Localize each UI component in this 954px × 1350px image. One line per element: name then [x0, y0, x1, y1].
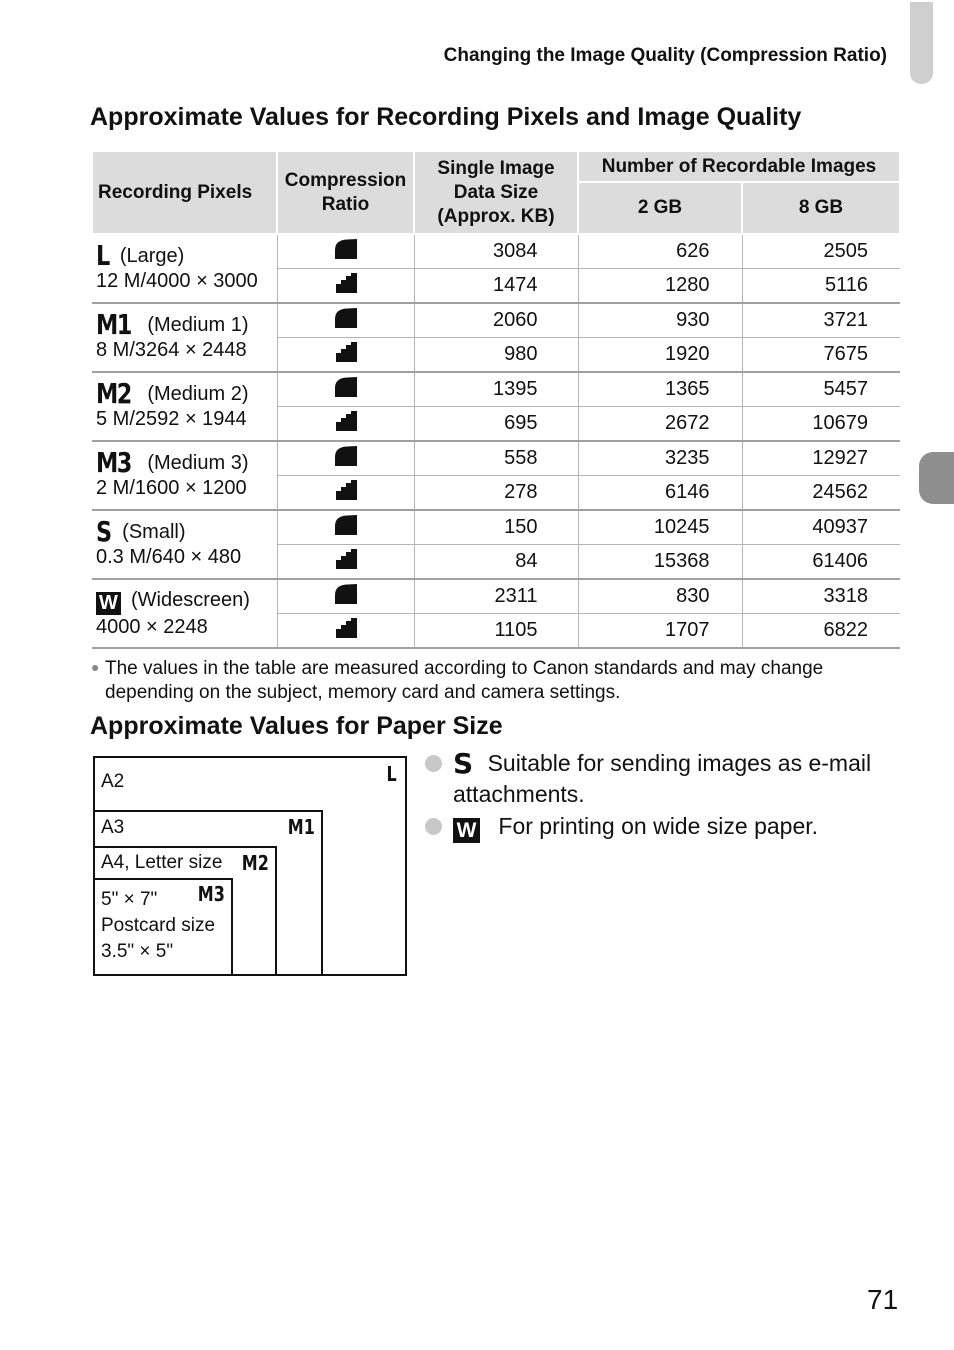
recording-pixels-cell: W (Widescreen) 4000 × 2248 [92, 579, 277, 648]
compression-cell [277, 372, 414, 407]
running-head: Changing the Image Quality (Compression Ratio) [443, 45, 887, 66]
count-8gb-cell: 12927 [742, 441, 900, 476]
compression-normal-icon [334, 410, 358, 432]
count-2gb-cell: 1920 [578, 338, 742, 373]
compression-fine-icon [333, 514, 359, 536]
paper-notes [425, 748, 905, 844]
count-2gb-cell: 1280 [578, 269, 742, 304]
compression-normal-icon [334, 272, 358, 294]
recording-pixels-cell: M3 (Medium 3) 2 M/1600 × 1200 [92, 441, 277, 510]
header-recording-pixels: Recording Pixels [92, 151, 277, 234]
count-8gb-cell: 6822 [742, 614, 900, 649]
compression-fine-icon [333, 238, 359, 260]
section-title-recording: Approximate Values for Recording Pixels and Image Quality [90, 103, 802, 131]
count-2gb-cell: 3235 [578, 441, 742, 476]
compression-fine-icon [333, 445, 359, 467]
count-2gb-cell: 830 [578, 579, 742, 614]
header-single-image-size: Single Image Data Size (Approx. KB) [414, 151, 578, 234]
table-row [92, 303, 900, 338]
count-8gb-cell: 40937 [742, 510, 900, 545]
compression-cell [277, 303, 414, 338]
recording-pixels-cell: L (Large) 12 M/4000 × 3000 [92, 234, 277, 303]
table-row [92, 234, 900, 269]
data-size-cell: 3084 [414, 234, 578, 269]
data-size-cell: 84 [414, 545, 578, 580]
mode-m2-icon: M2 [96, 376, 131, 410]
data-size-cell: 278 [414, 476, 578, 511]
widescreen-icon: W [453, 818, 480, 843]
count-2gb-cell: 10245 [578, 510, 742, 545]
chapter-tab-marker [919, 452, 954, 504]
paper-label-3x5: 3.5" × 5" [101, 941, 174, 962]
header-2gb: 2 GB [578, 182, 742, 234]
widescreen-icon: W [96, 592, 121, 615]
compression-cell [277, 476, 414, 511]
header-compression-ratio: Compression Ratio [277, 151, 414, 234]
recording-values-table [91, 150, 901, 649]
compression-normal-icon [334, 548, 358, 570]
count-2gb-cell: 15368 [578, 545, 742, 580]
paper-label-5x7: 5" × 7" [101, 889, 158, 910]
compression-normal-icon [334, 617, 358, 639]
data-size-cell: 558 [414, 441, 578, 476]
compression-fine-icon [333, 376, 359, 398]
compression-normal-icon [334, 341, 358, 363]
note-small: S Suitable for sending images as e-mail attachments. [425, 748, 905, 810]
data-size-cell: 1395 [414, 372, 578, 407]
count-8gb-cell: 10679 [742, 407, 900, 442]
page-number: 71 [867, 1284, 899, 1315]
count-8gb-cell: 3721 [742, 303, 900, 338]
data-size-cell: 980 [414, 338, 578, 373]
paper-label-postcard: Postcard size [101, 915, 216, 936]
chapter-tab-top [910, 2, 933, 84]
data-size-cell: 695 [414, 407, 578, 442]
count-8gb-cell: 24562 [742, 476, 900, 511]
table-row [92, 372, 900, 407]
table-row [92, 441, 900, 476]
compression-fine-icon [333, 307, 359, 329]
header-recordable-images: Number of Recordable Images [578, 151, 900, 182]
count-2gb-cell: 1707 [578, 614, 742, 649]
data-size-cell: 2311 [414, 579, 578, 614]
count-8gb-cell: 61406 [742, 545, 900, 580]
count-2gb-cell: 930 [578, 303, 742, 338]
compression-cell [277, 441, 414, 476]
recording-pixels-cell: M1 (Medium 1) 8 M/3264 × 2448 [92, 303, 277, 372]
compression-cell [277, 579, 414, 614]
bullet-dot-icon: ● [91, 659, 100, 675]
large-icon: L [386, 762, 397, 786]
bullet-dot-icon [425, 818, 442, 835]
data-size-cell: 2060 [414, 303, 578, 338]
medium3-icon: M3 [197, 882, 225, 906]
header-8gb: 8 GB [742, 182, 900, 234]
bullet-dot-icon [425, 755, 442, 772]
medium2-icon: M2 [241, 851, 269, 875]
paper-label-a3: A3 [101, 817, 125, 838]
section-title-paper: Approximate Values for Paper Size [90, 712, 503, 740]
compression-cell [277, 234, 414, 269]
data-size-cell: 150 [414, 510, 578, 545]
paper-label-a4: A4, Letter size [101, 852, 223, 873]
mode-m3-icon: M3 [96, 445, 131, 479]
compression-cell [277, 545, 414, 580]
count-8gb-cell: 3318 [742, 579, 900, 614]
table-row [92, 510, 900, 545]
paper-label-a2: A2 [101, 771, 125, 792]
mode-l-icon: L [96, 238, 109, 272]
compression-cell [277, 269, 414, 304]
count-8gb-cell: 5116 [742, 269, 900, 304]
medium1-icon: M1 [287, 815, 315, 839]
mode-m1-icon: M1 [96, 307, 131, 341]
count-8gb-cell: 5457 [742, 372, 900, 407]
compression-cell [277, 407, 414, 442]
data-size-cell: 1105 [414, 614, 578, 649]
count-2gb-cell: 626 [578, 234, 742, 269]
count-8gb-cell: 2505 [742, 234, 900, 269]
count-2gb-cell: 1365 [578, 372, 742, 407]
compression-cell [277, 614, 414, 649]
paper-box-small [93, 878, 233, 976]
recording-pixels-cell: M2 (Medium 2) 5 M/2592 × 1944 [92, 372, 277, 441]
compression-fine-icon [333, 583, 359, 605]
data-size-cell: 1474 [414, 269, 578, 304]
note-widescreen: W For printing on wide size paper. [425, 811, 905, 843]
mode-s-icon: S [96, 514, 111, 548]
compression-normal-icon [334, 479, 358, 501]
count-2gb-cell: 2672 [578, 407, 742, 442]
compression-cell [277, 338, 414, 373]
count-2gb-cell: 6146 [578, 476, 742, 511]
table-row [92, 579, 900, 614]
table-footnote: ● The values in the table are measured according to Canon standards and may change depending on the subject, memory card and camera settings. [91, 655, 901, 705]
small-icon: S [453, 747, 474, 780]
recording-pixels-cell: S (Small) 0.3 M/640 × 480 [92, 510, 277, 579]
compression-cell [277, 510, 414, 545]
count-8gb-cell: 7675 [742, 338, 900, 373]
